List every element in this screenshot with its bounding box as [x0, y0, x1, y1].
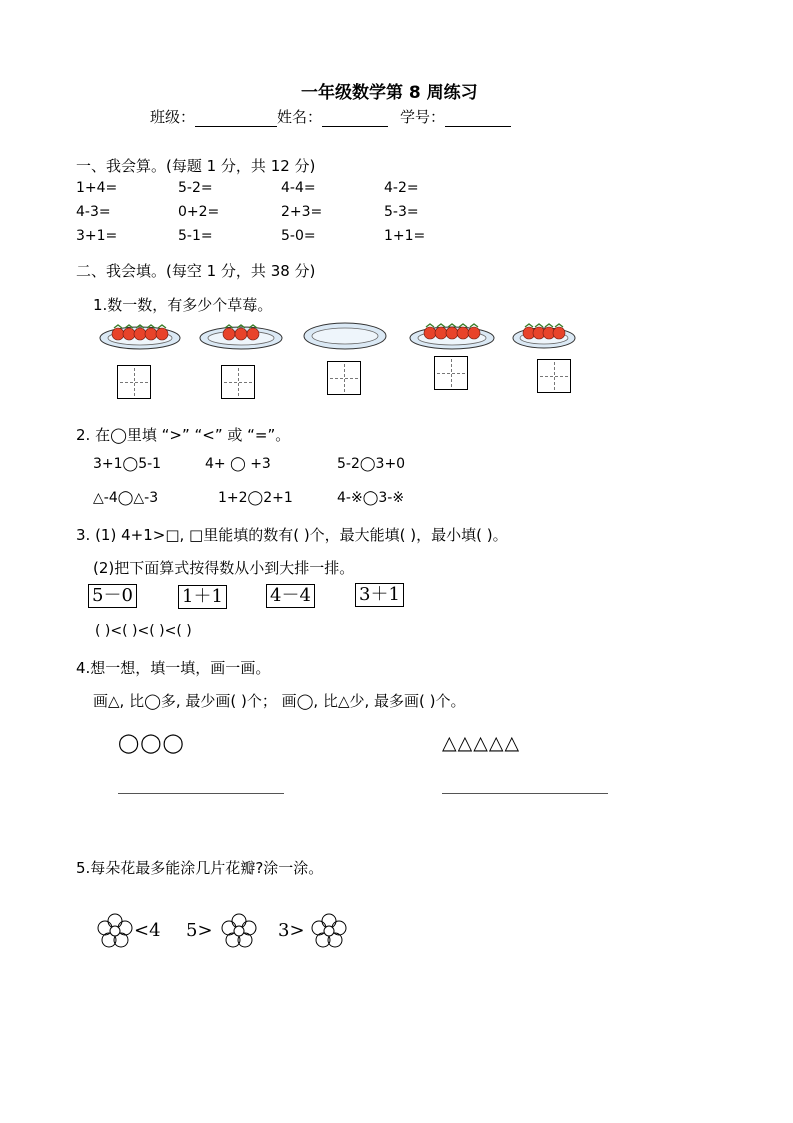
strawberry-icon [424, 324, 480, 339]
calc-item: 4-3= [76, 204, 111, 220]
draw-answer-line[interactable] [442, 793, 608, 794]
expression-card: 3＋1 [355, 583, 404, 607]
q2-text: 2. 在◯里填 “>” “<” 或 “=”。 [76, 426, 291, 444]
calc-item: 4-2= [384, 180, 419, 196]
expression-card: 4－4 [266, 584, 315, 608]
flower-icon[interactable] [96, 912, 134, 950]
answer-box[interactable] [537, 359, 571, 393]
name-blank[interactable] [322, 110, 388, 127]
q4-text: 4.想一想，填一填，画一画。 [76, 659, 271, 677]
flower-icon[interactable] [310, 912, 348, 950]
plate-strawberries-4 [512, 316, 578, 352]
calc-item: 5-0= [281, 228, 316, 244]
calc-item: 3+1= [76, 228, 118, 244]
calc-item: 1+1= [384, 228, 426, 244]
answer-box[interactable] [434, 356, 468, 390]
order-blanks[interactable]: ( )<( )<( )<( ) [95, 623, 192, 639]
answer-box[interactable] [117, 365, 151, 399]
flower-icon[interactable] [220, 912, 258, 950]
answer-box[interactable] [327, 361, 361, 395]
calc-item: 5-2= [178, 180, 213, 196]
plate-strawberries-5 [98, 318, 182, 352]
student-info [150, 106, 511, 127]
q3-part2: (2)把下面算式按得数从小到大排一排。 [93, 559, 355, 577]
calc-item: 0+2= [178, 204, 220, 220]
triangles-row: △△△△△ [442, 732, 521, 754]
section2-heading: 二、我会填。(每空 1 分，共 38 分) [76, 262, 316, 280]
calc-item: 1+4= [76, 180, 118, 196]
compare-item: 3+1◯5-1 [93, 456, 162, 472]
calc-item: 4-4= [281, 180, 316, 196]
plate-empty [302, 318, 388, 352]
id-label: 学号： [400, 108, 446, 126]
flower-expr: <4 [134, 920, 161, 941]
compare-item: 4+ ◯ +3 [205, 456, 271, 472]
strawberry-icon [523, 324, 565, 339]
flower-expr: 3> [278, 920, 305, 941]
plate-strawberries-3 [198, 318, 284, 352]
q3-part1: 3. (1) 4+1>□, □里能填的数有( )个，最大能填( )，最小填( )。 [76, 526, 508, 544]
q1-text: 1.数一数，有多少个草莓。 [93, 296, 273, 314]
compare-item: 5-2◯3+0 [337, 456, 406, 472]
compare-item: 4-※◯3-※ [337, 490, 405, 506]
circles-row: ◯◯◯ [118, 732, 185, 754]
class-label: 班级： [150, 108, 196, 126]
compare-item: △-4◯△-3 [93, 490, 159, 506]
page-title: 一年级数学第 8 周练习 [301, 83, 478, 103]
expression-card: 1＋1 [178, 585, 227, 609]
calc-item: 2+3= [281, 204, 323, 220]
expression-card: 5－0 [88, 584, 137, 608]
draw-answer-line[interactable] [118, 793, 284, 794]
q5-text: 5.每朵花最多能涂几片花瓣?涂一涂。 [76, 859, 324, 877]
flower-expr: 5> [186, 920, 213, 941]
id-blank[interactable] [445, 110, 511, 127]
answer-box[interactable] [221, 365, 255, 399]
plate-strawberries-5 [408, 316, 496, 352]
section1-heading: 一、我会算。(每题 1 分，共 12 分) [76, 157, 316, 175]
calc-item: 5-1= [178, 228, 213, 244]
name-label: 姓名： [277, 108, 323, 126]
q4-sub: 画△, 比◯多, 最少画( )个； 画◯, 比△少, 最多画( )个。 [93, 692, 466, 710]
calc-item: 5-3= [384, 204, 419, 220]
class-blank[interactable] [195, 110, 277, 127]
compare-item: 1+2◯2+1 [218, 490, 293, 506]
